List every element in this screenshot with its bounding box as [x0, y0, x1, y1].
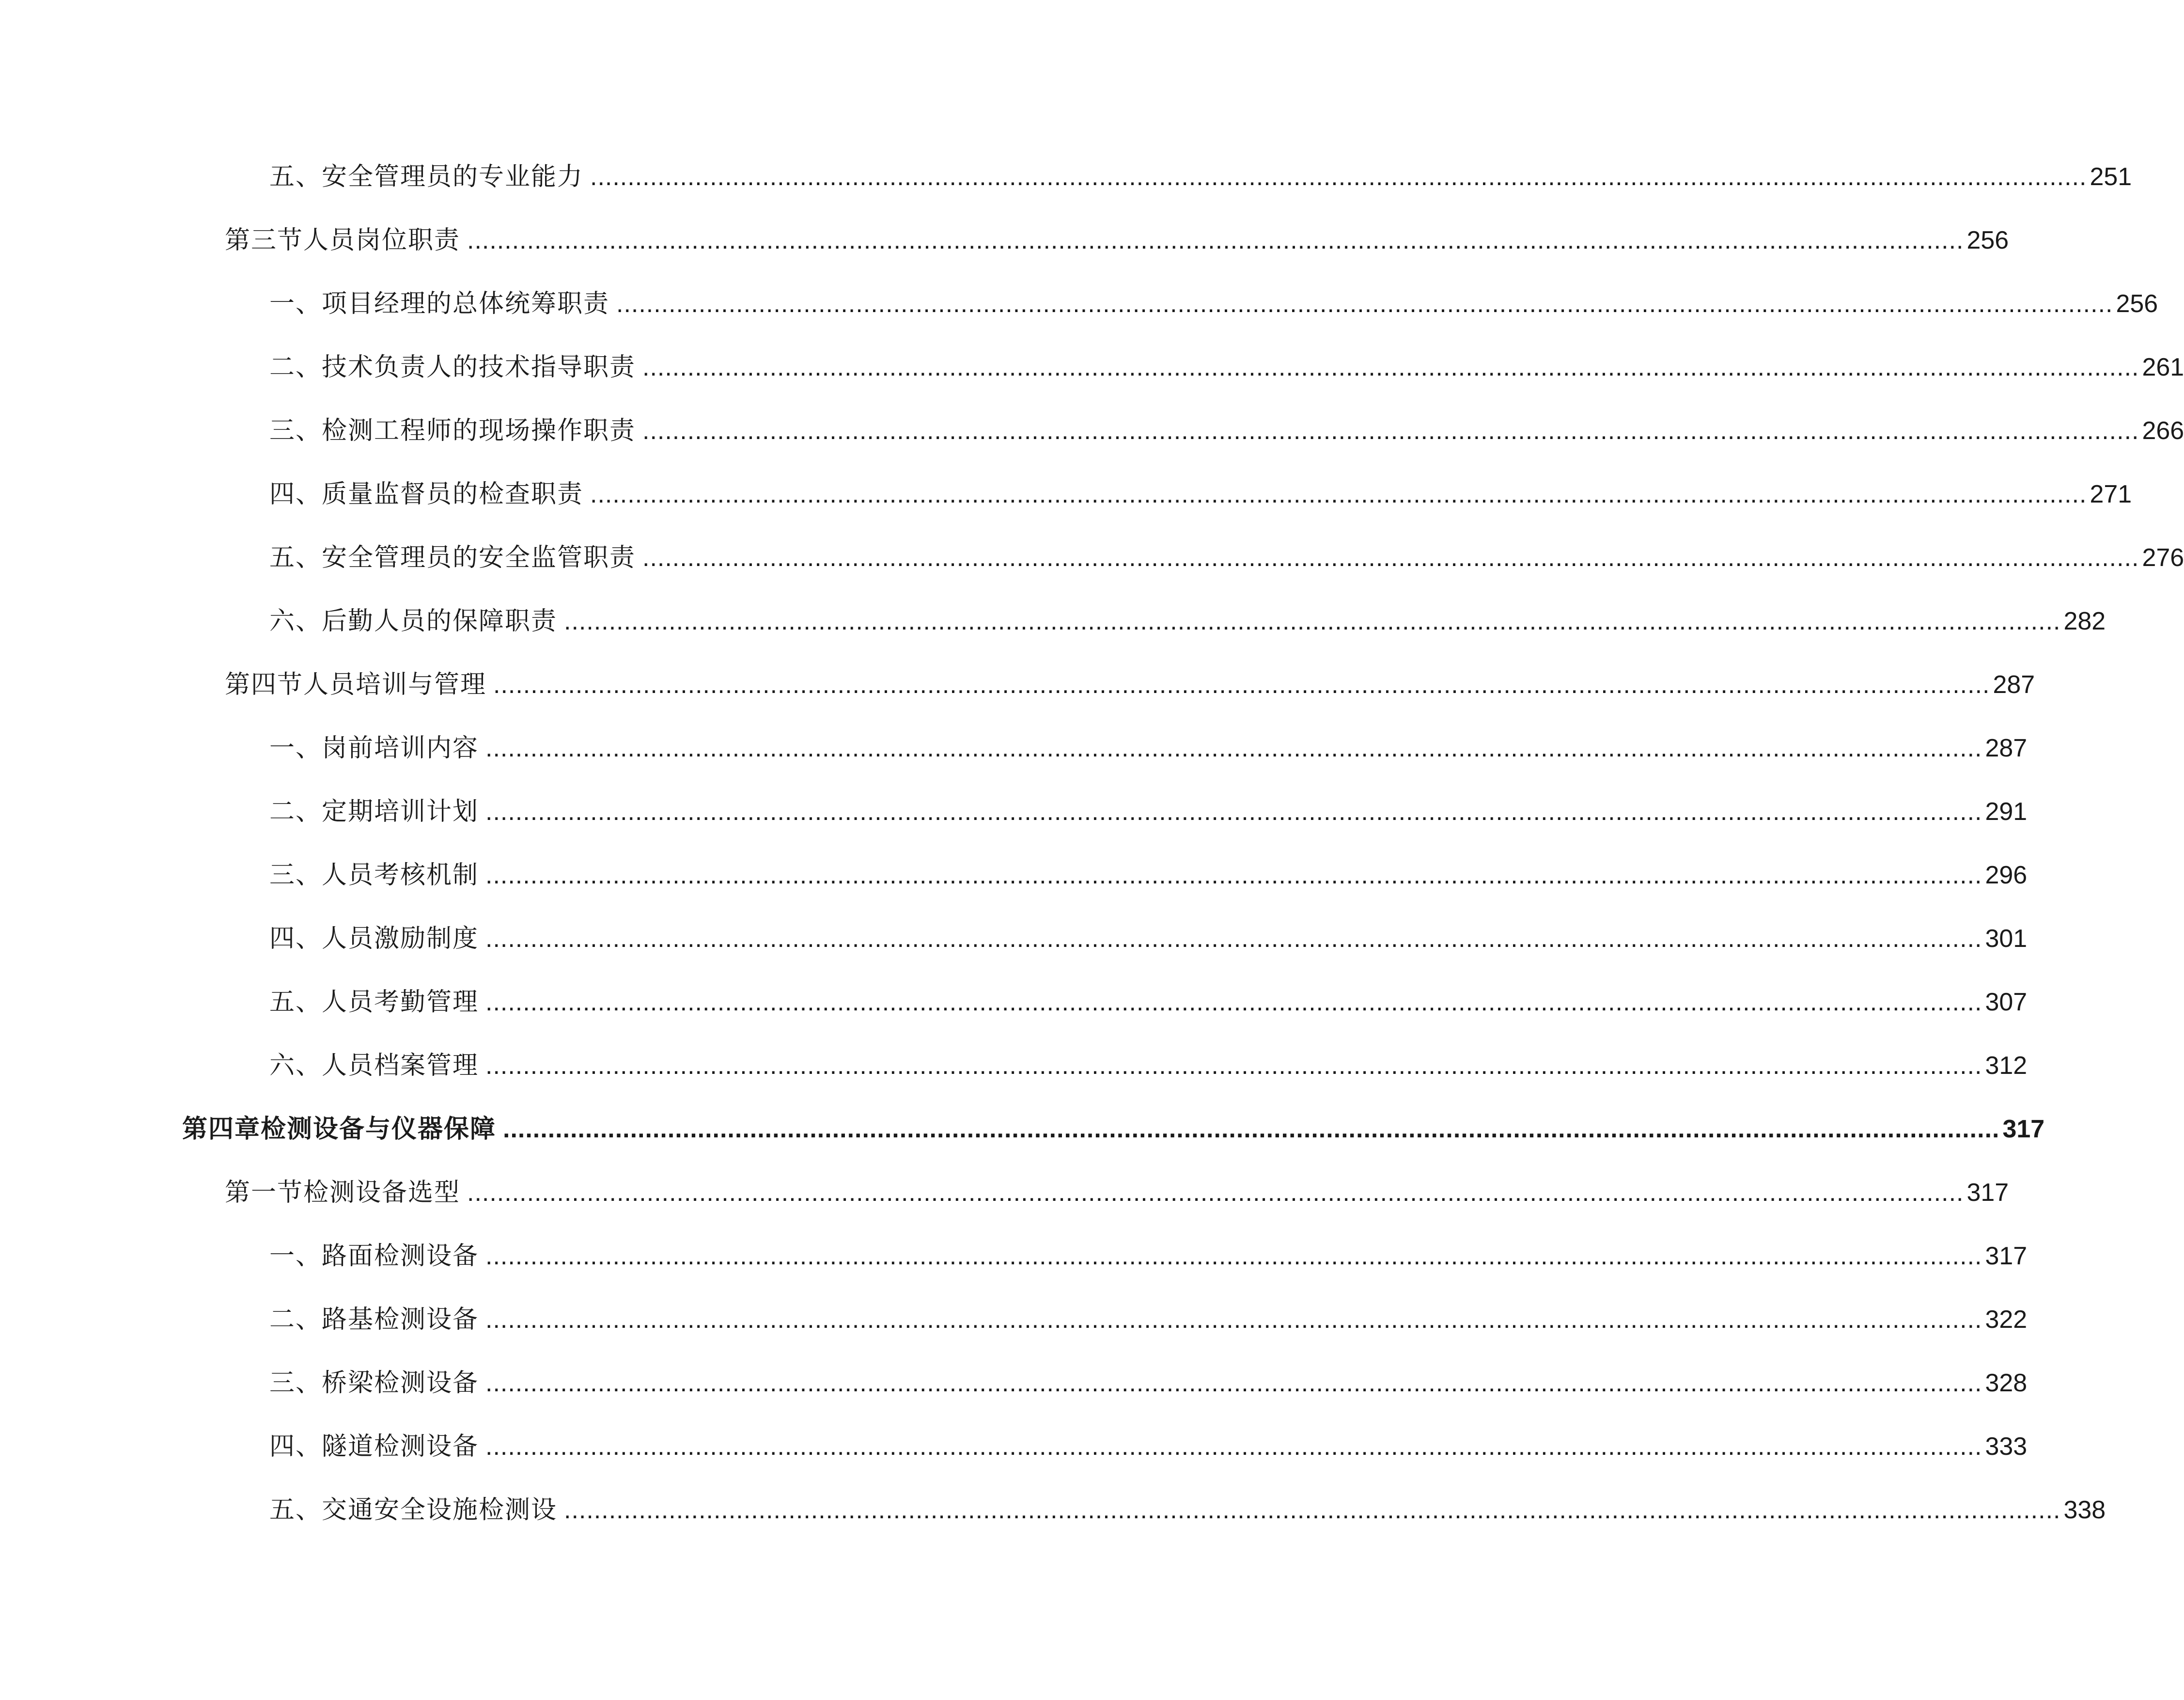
toc-entry-title: 四、人员激励制度 — [269, 924, 479, 953]
dot-leader: ........................................................................................................................................................................................................ — [493, 671, 1990, 699]
dot-leader: ........................................................................................................................................................................................................ — [485, 1369, 1982, 1397]
toc-entry-title: 五、人员考勤管理 — [269, 988, 479, 1017]
toc-entry-title: 四、隧道检测设备 — [269, 1432, 479, 1461]
toc-page-number: 296 — [1985, 861, 2028, 889]
toc-page-number: 256 — [1966, 226, 2009, 254]
dot-leader: ........................................................................................................................................................................................................ — [564, 607, 2061, 635]
toc-entry[interactable] — [269, 155, 2132, 199]
toc-entry-title: 第四节人员培训与管理 — [225, 670, 487, 699]
dot-leader: ........................................................................................................................................................................................................ — [590, 480, 2087, 508]
toc-entry[interactable] — [269, 1044, 2028, 1087]
toc-page-number: 328 — [1985, 1369, 2028, 1397]
toc-entry[interactable] — [225, 219, 2009, 262]
toc-page-number: 256 — [2116, 290, 2158, 318]
toc-entry-title: 五、安全管理员的专业能力 — [269, 162, 584, 191]
dot-leader: ........................................................................................................................................................................................................ — [642, 417, 2139, 445]
toc-entry-title: 三、人员考核机制 — [269, 861, 479, 890]
toc-entry[interactable] — [269, 917, 2028, 960]
toc-entry[interactable] — [182, 1107, 2045, 1151]
toc-entry-title: 四、质量监督员的检查职责 — [269, 480, 584, 509]
dot-leader: ........................................................................................................................................................................................................ — [467, 226, 1964, 254]
toc-page-number: 338 — [2063, 1496, 2106, 1524]
toc-entry-title: 第四章检测设备与仪器保障 — [182, 1115, 497, 1144]
toc-entry[interactable] — [269, 599, 2106, 643]
dot-leader: ........................................................................................................................................................................................................ — [485, 1432, 1982, 1461]
toc-entry[interactable] — [269, 1361, 2028, 1405]
dot-leader: ........................................................................................................................................................................................................ — [467, 1179, 1964, 1207]
toc-entry[interactable] — [225, 1171, 2009, 1214]
toc-entry[interactable] — [269, 472, 2132, 516]
toc-page-number: 287 — [1985, 734, 2028, 762]
dot-leader: ........................................................................................................................................................................................................ — [590, 163, 2087, 191]
toc-entry-title: 二、技术负责人的技术指导职责 — [269, 353, 636, 382]
dot-leader: ........................................................................................................................................................................................................ — [485, 988, 1982, 1016]
toc-entry-title: 三、检测工程师的现场操作职责 — [269, 416, 636, 445]
toc-entry-title: 五、安全管理员的安全监管职责 — [269, 543, 636, 572]
toc-entry-title: 一、路面检测设备 — [269, 1242, 479, 1271]
dot-leader: ........................................................................................................................................................................................................ — [485, 1052, 1982, 1080]
toc-page-number: 317 — [2002, 1115, 2045, 1143]
toc-page-number: 312 — [1985, 1052, 2028, 1080]
toc-entry[interactable] — [269, 282, 2158, 326]
dot-leader: ........................................................................................................................................................................................................ — [642, 353, 2139, 381]
toc-entry-title: 六、后勤人员的保障职责 — [269, 607, 558, 636]
dot-leader: ........................................................................................................................................................................................................ — [485, 1306, 1982, 1334]
toc-page-number: 322 — [1985, 1306, 2028, 1334]
toc-entry[interactable] — [225, 663, 2035, 707]
toc-entry[interactable] — [269, 853, 2028, 897]
dot-leader: ........................................................................................................................................................................................................ — [485, 925, 1982, 953]
toc-entry[interactable] — [269, 790, 2028, 834]
toc-page-number: 271 — [2090, 480, 2132, 508]
dot-leader: ........................................................................................................................................................................................................ — [485, 861, 1982, 889]
toc-entry-title: 二、定期培训计划 — [269, 797, 479, 826]
toc-entry[interactable] — [269, 1488, 2106, 1532]
toc-page-number: 282 — [2063, 607, 2106, 635]
dot-leader: ........................................................................................................................................................................................................ — [485, 798, 1982, 826]
dot-leader: ........................................................................................................................................................................................................ — [485, 1242, 1982, 1270]
toc-page-number: 261 — [2142, 353, 2184, 381]
toc-entry-title: 第三节人员岗位职责 — [225, 226, 461, 255]
toc-page-number: 251 — [2090, 163, 2132, 191]
toc-entry[interactable] — [269, 1298, 2028, 1341]
dot-leader: ........................................................................................................................................................................................................ — [503, 1115, 2000, 1143]
toc-entry-title: 一、项目经理的总体统筹职责 — [269, 289, 610, 318]
dot-leader: ........................................................................................................................................................................................................ — [616, 290, 2113, 318]
toc-page-number: 291 — [1985, 798, 2028, 826]
toc-page-number: 333 — [1985, 1432, 2028, 1461]
toc-entry-title: 三、桥梁检测设备 — [269, 1369, 479, 1398]
toc-page-number: 266 — [2142, 417, 2184, 445]
dot-leader: ........................................................................................................................................................................................................ — [642, 544, 2139, 572]
toc-entry-title: 六、人员档案管理 — [269, 1051, 479, 1080]
toc-entry[interactable] — [269, 1425, 2028, 1468]
toc-entry[interactable] — [269, 409, 2184, 453]
toc-page-number: 287 — [1993, 671, 2035, 699]
toc-entry-title: 第一节检测设备选型 — [225, 1178, 461, 1207]
toc-entry[interactable] — [269, 980, 2028, 1024]
toc-page-number: 307 — [1985, 988, 2028, 1016]
dot-leader: ........................................................................................................................................................................................................ — [564, 1496, 2061, 1524]
toc-entry-title: 二、路基检测设备 — [269, 1305, 479, 1334]
dot-leader: ........................................................................................................................................................................................................ — [485, 734, 1982, 762]
toc-page-number: 317 — [1985, 1242, 2028, 1270]
toc-entry[interactable] — [269, 536, 2184, 580]
toc-page-number: 317 — [1966, 1179, 2009, 1207]
toc-entry[interactable] — [269, 346, 2184, 389]
toc-page-number: 301 — [1985, 925, 2028, 953]
toc-entry[interactable] — [269, 726, 2028, 770]
toc-entry-title: 五、交通安全设施检测设 — [269, 1495, 558, 1525]
toc-entry[interactable] — [269, 1234, 2028, 1278]
toc-entry-title: 一、岗前培训内容 — [269, 734, 479, 763]
toc-page-number: 276 — [2142, 544, 2184, 572]
